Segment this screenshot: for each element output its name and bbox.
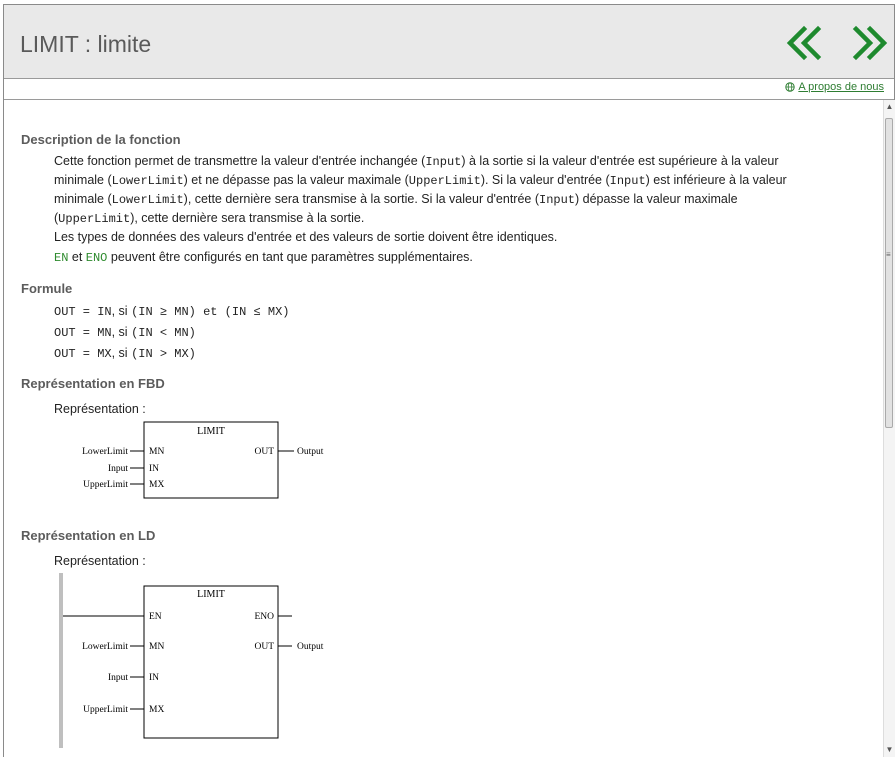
header-bar bbox=[4, 5, 894, 79]
formula-code: (IN > MX) bbox=[131, 347, 196, 361]
ld-input-var: LowerLimit bbox=[82, 642, 128, 652]
ld-pin: ENO bbox=[254, 612, 274, 622]
text: , si bbox=[111, 346, 132, 360]
ld-block-name: LIMIT bbox=[197, 589, 225, 600]
fbd-output-var: Output bbox=[297, 447, 324, 457]
description-paragraph bbox=[54, 152, 844, 228]
eno-code: ENO bbox=[85, 251, 108, 265]
about-link[interactable] bbox=[785, 81, 884, 93]
fbd-pin: MN bbox=[149, 447, 165, 457]
fbd-block-name: LIMIT bbox=[197, 426, 225, 437]
text: ) et ne dépasse pas la valeur maximale ( bbox=[183, 173, 409, 187]
ld-input-var: UpperLimit bbox=[83, 705, 128, 715]
scroll-up-arrow-icon[interactable]: ▲ bbox=[885, 102, 894, 111]
formula-heading: Formule bbox=[21, 281, 73, 296]
ld-pin: MN bbox=[149, 642, 165, 652]
text: ) à la sortie si la valeur d'entrée est supérieure à la valeur bbox=[461, 154, 779, 168]
fbd-input-var: UpperLimit bbox=[83, 480, 128, 490]
text: minimale ( bbox=[54, 192, 112, 206]
fbd-input-var: LowerLimit bbox=[82, 447, 128, 457]
next-page-button[interactable] bbox=[850, 25, 890, 61]
ld-output-var: Output bbox=[297, 642, 324, 652]
fbd-pin: MX bbox=[149, 480, 165, 490]
ld-heading: Représentation en LD bbox=[21, 528, 156, 543]
formula-line bbox=[54, 302, 844, 321]
description-heading: Description de la fonction bbox=[21, 132, 181, 147]
text: ) dépasse la valeur maximale bbox=[575, 192, 738, 206]
text: et bbox=[68, 250, 86, 264]
fbd-label: Représentation : bbox=[54, 402, 146, 416]
text: , si bbox=[111, 304, 132, 318]
text: ) est inférieure à la valeur bbox=[645, 173, 787, 187]
text: Cette fonction permet de transmettre la valeur d'entrée inchangée ( bbox=[54, 154, 426, 168]
text: ), cette dernière sera transmise à la sortie. Si la valeur d'entrée ( bbox=[183, 192, 539, 206]
sub-toolbar bbox=[4, 79, 894, 100]
ld-pin: EN bbox=[149, 612, 162, 622]
code: Input bbox=[539, 193, 576, 207]
code: LowerLimit bbox=[111, 174, 184, 188]
vertical-scrollbar[interactable] bbox=[883, 100, 895, 757]
code: Input bbox=[609, 174, 646, 188]
ld-power-rail bbox=[59, 573, 63, 748]
ld-pin: IN bbox=[149, 673, 160, 683]
page-title: LIMIT : limite bbox=[20, 31, 152, 57]
formula-code: OUT = IN bbox=[54, 305, 112, 319]
fbd-heading: Représentation en FBD bbox=[21, 376, 165, 391]
formula-code: OUT = MX bbox=[54, 347, 112, 361]
ld-label: Représentation : bbox=[54, 554, 146, 568]
code: UpperLimit bbox=[408, 174, 481, 188]
formula-line bbox=[54, 344, 844, 363]
double-chevron-right-icon bbox=[850, 25, 890, 61]
double-chevron-left-icon bbox=[784, 25, 824, 61]
previous-page-button[interactable] bbox=[784, 25, 824, 61]
ld-diagram bbox=[54, 570, 344, 750]
code: LowerLimit bbox=[111, 193, 184, 207]
formula-code: (IN ≥ MN) et (IN ≤ MX) bbox=[131, 305, 290, 319]
text: peuvent être configurés en tant que paramètres supplémentaires. bbox=[107, 250, 473, 264]
content-area bbox=[4, 100, 882, 757]
text: ). Si la valeur d'entrée ( bbox=[480, 173, 610, 187]
globe-icon bbox=[785, 82, 795, 92]
formula-code: (IN < MN) bbox=[131, 326, 196, 340]
formula-line bbox=[54, 323, 844, 342]
fbd-diagram bbox=[64, 420, 344, 502]
text: ( bbox=[54, 211, 59, 225]
code: UpperLimit bbox=[58, 212, 131, 226]
about-link-label: A propos de nous bbox=[798, 81, 884, 93]
fbd-input-var: Input bbox=[107, 464, 128, 474]
datatypes-paragraph: Les types de données des valeurs d'entrée et des valeurs de sortie doivent être identiques. bbox=[54, 230, 558, 244]
scrollbar-grip-icon: ≡ bbox=[886, 250, 891, 259]
text: ), cette dernière sera transmise à la sortie. bbox=[130, 211, 365, 225]
ld-pin: MX bbox=[149, 705, 165, 715]
ld-input-var: Input bbox=[107, 673, 128, 683]
formula-code: OUT = MN bbox=[54, 326, 112, 340]
text: minimale ( bbox=[54, 173, 112, 187]
text: , si bbox=[111, 325, 132, 339]
en-code: EN bbox=[54, 251, 69, 265]
scroll-down-arrow-icon[interactable]: ▼ bbox=[885, 745, 894, 754]
ld-pin: OUT bbox=[254, 642, 274, 652]
ld-block bbox=[144, 586, 278, 738]
fbd-pin: OUT bbox=[254, 447, 274, 457]
code: Input bbox=[425, 155, 462, 169]
scrollbar-thumb[interactable] bbox=[885, 118, 893, 428]
fbd-pin: IN bbox=[149, 464, 160, 474]
en-eno-paragraph bbox=[54, 248, 844, 267]
